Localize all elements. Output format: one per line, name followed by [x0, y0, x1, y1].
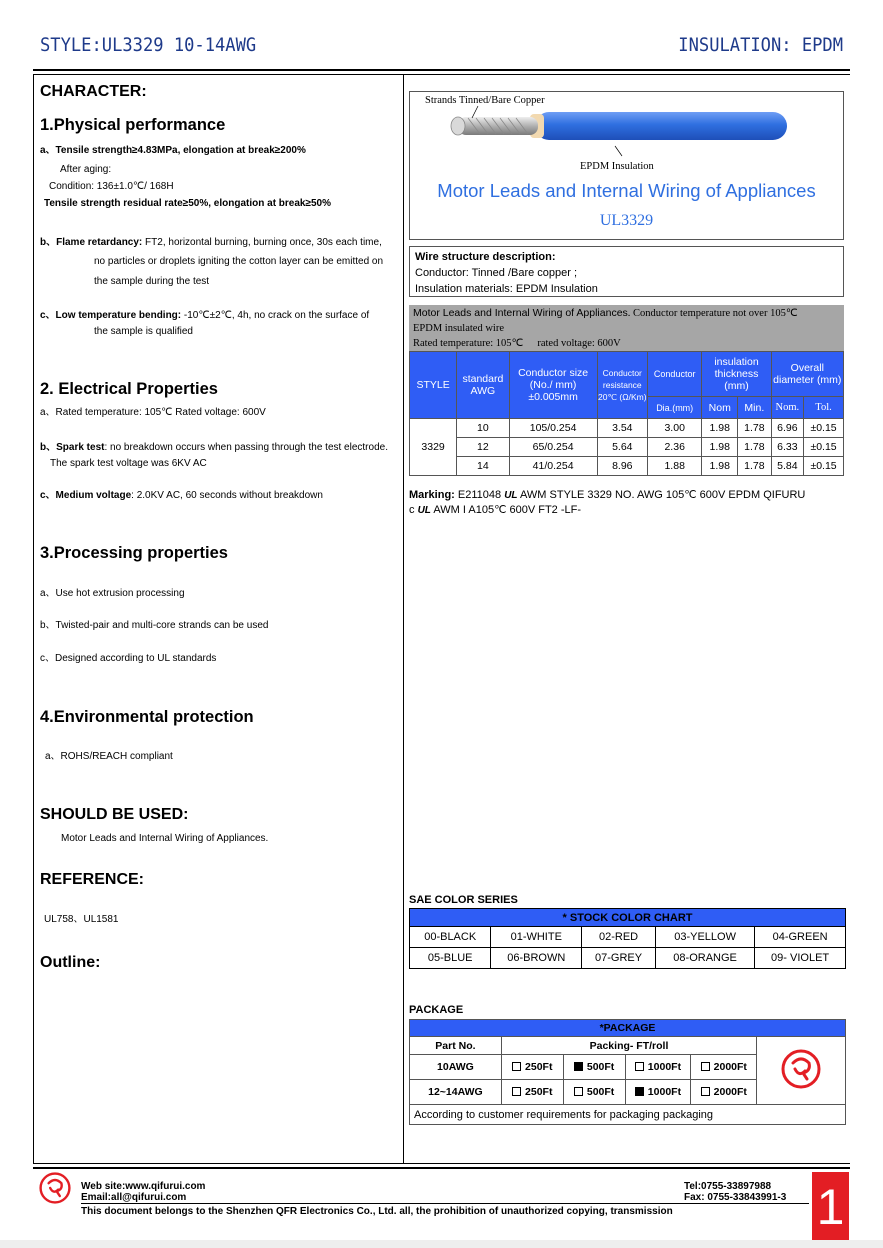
col-conductor: Conductor [647, 352, 702, 397]
checkbox-empty-icon [512, 1062, 521, 1071]
col-part-no: Part No. [410, 1037, 502, 1055]
col-nom: Nom [702, 397, 738, 419]
pack-option [691, 1055, 757, 1080]
ul-mark-icon: UL [504, 490, 518, 501]
spec-rated-temp: Rated temperature: 105℃ [413, 338, 524, 349]
color-cell: 03-YELLOW [655, 927, 754, 948]
pack-option [501, 1055, 563, 1080]
table-cell: 1.78 [738, 457, 772, 476]
style-title: STYLE:UL3329 10-14AWG [40, 34, 257, 56]
color-cell: 08-ORANGE [655, 948, 754, 969]
checkbox-empty-icon [512, 1087, 521, 1096]
footer-tel: Tel:0755-33897988 [684, 1181, 772, 1192]
package-note: According to customer requirements for packaging packaging [410, 1105, 846, 1125]
physical-residual: Tensile strength residual rate≥50%, elongation at break≥50% [44, 198, 331, 209]
spec-line-3 [413, 336, 840, 351]
footer-website[interactable]: Web site:www.qifurui.com [81, 1181, 206, 1192]
wire-structure-conductor: Conductor: Tinned /Bare copper ; [415, 267, 578, 279]
table-cell: 1.98 [702, 419, 738, 438]
col-thickness: insulation thickness (mm) [702, 352, 771, 397]
should-be-used-text: Motor Leads and Internal Wiring of Appliances. [61, 833, 269, 844]
color-cell: 00-BLACK [410, 927, 491, 948]
spark-label: b、Spark test [40, 442, 105, 453]
should-be-used-heading: SHOULD BE USED: [40, 806, 189, 823]
table-cell: 1.78 [738, 438, 772, 457]
processing-c: c、Designed according to UL standards [40, 653, 217, 664]
physical-after-aging: After aging: [60, 164, 112, 175]
column-divider [403, 75, 404, 1163]
checkbox-empty-icon [701, 1087, 710, 1096]
character-heading: CHARACTER: [40, 83, 147, 100]
processing-b: b、Twisted-pair and multi-core strands can be used [40, 620, 269, 631]
spec-rated-voltage: rated voltage: 600V [537, 338, 621, 349]
col-tol: Tol. [804, 397, 844, 419]
table-cell: 3.54 [597, 419, 647, 438]
wire-structure-insulation: Insulation materials: EPDM Insulation [415, 283, 598, 295]
ul-mark-icon: UL [417, 505, 431, 516]
table-cell: 1.88 [647, 457, 702, 476]
pack-label: 250Ft [525, 1086, 553, 1098]
pack-option [563, 1055, 625, 1080]
medium-label: c、Medium voltage [40, 490, 132, 501]
table-cell: 65/0.254 [509, 438, 597, 457]
table-cell: 5.84 [771, 457, 803, 476]
footer-email[interactable]: Email:all@qifurui.com [81, 1192, 187, 1203]
logo-cell [757, 1037, 846, 1105]
header-rule-thick [33, 69, 850, 71]
spec-line-2: EPDM insulated wire [413, 323, 504, 334]
cold-label: c、Low temperature bending: [40, 310, 182, 321]
spec-line-1-app: Motor Leads and Internal Wiring of Appliances [413, 307, 628, 319]
spec-line-1 [413, 306, 840, 321]
package-title: PACKAGE [409, 1004, 464, 1016]
marking-line-1 [409, 488, 859, 503]
table-cell: ±0.15 [804, 457, 844, 476]
environmental-heading: 4.Environmental protection [40, 708, 254, 726]
package-table [409, 1019, 846, 1125]
medium-voltage [40, 486, 400, 506]
color-cell: 05-BLUE [410, 948, 491, 969]
pack-label: 2000Ft [713, 1086, 747, 1098]
checkbox-filled-icon [574, 1062, 583, 1071]
color-cell: 02-RED [582, 927, 656, 948]
col-style: STYLE [410, 352, 457, 419]
page-number: 1 [812, 1172, 849, 1242]
environmental-a: a、ROHS/REACH compliant [45, 751, 173, 762]
footer-rule-thin [33, 1163, 850, 1164]
col-min: Min. [738, 397, 772, 419]
color-cell: 01-WHITE [491, 927, 582, 948]
cold-text: -10℃±2℃, 4h, no crack on the surface of [181, 310, 370, 321]
marking-line-2 [409, 503, 859, 518]
pack-option [691, 1080, 757, 1105]
checkbox-empty-icon [574, 1087, 583, 1096]
footer-fax: Fax: 0755-33843991-3 [684, 1192, 787, 1203]
physical-tensile: a、Tensile strength≥4.83MPa, elongation at break≥200% [40, 145, 306, 156]
spark-line-2: The spark test voltage was 6KV AC [50, 458, 207, 469]
checkbox-empty-icon [701, 1062, 710, 1071]
cold-line-2: the sample is qualified [94, 326, 193, 337]
col-resistance: Conductor resistance 20℃ (Ω/Km) [597, 352, 647, 419]
table-cell: 105/0.254 [509, 419, 597, 438]
flame-label: b、Flame retardancy: [40, 237, 143, 248]
bottom-strip [0, 1240, 883, 1248]
electrical-heading: 2. Electrical Properties [40, 380, 218, 398]
pack-label: 500Ft [586, 1061, 615, 1073]
reference-heading: REFERENCE: [40, 871, 145, 888]
ul-code: UL3329 [599, 212, 654, 229]
cable-end-face [451, 117, 465, 135]
pack-label: 500Ft [586, 1086, 615, 1098]
table-cell: 2.36 [647, 438, 702, 457]
footer-rule-thick [33, 1167, 850, 1169]
spec-header [409, 305, 844, 351]
physical-condition: Condition: 136±1.0℃/ 168H [49, 181, 174, 192]
col-packing: Packing- FT/roll [501, 1037, 756, 1055]
footer-logo-icon [39, 1172, 71, 1204]
flame-line-2: no particles or droplets igniting the cotton layer can be emitted on [94, 256, 384, 267]
physical-heading: 1.Physical performance [40, 116, 226, 134]
table-cell: 1.98 [702, 457, 738, 476]
stock-color-chart-title: * STOCK COLOR CHART [410, 909, 846, 927]
table-cell: 5.64 [597, 438, 647, 457]
table-cell: 1.98 [702, 438, 738, 457]
electrical-rated: a、Rated temperature: 105℃ Rated voltage: 600V [40, 407, 266, 418]
insulation-pointer [615, 146, 622, 156]
cable-drawing [410, 104, 845, 164]
pack-option [625, 1055, 691, 1080]
color-cell: 09- VIOLET [755, 948, 846, 969]
col-onom: Nom. [771, 397, 803, 419]
checkbox-empty-icon [635, 1062, 644, 1071]
spec-table [409, 351, 844, 476]
table-cell: 14 [457, 457, 509, 476]
col-overall: Overall diameter (mm) [771, 352, 843, 397]
sae-title: SAE COLOR SERIES [409, 894, 518, 906]
table-cell: ±0.15 [804, 438, 844, 457]
spec-line-1-temp: . Conductor temperature not over 105℃ [627, 308, 798, 319]
package-chart-title: *PACKAGE [410, 1020, 846, 1037]
strands-label: Strands Tinned/Bare Copper [425, 95, 545, 106]
marking-text-2: AWM I A105℃ 600V FT2 -LF- [430, 504, 582, 516]
package-part: 12~14AWG [410, 1080, 502, 1105]
style-value: 3329 [410, 419, 457, 476]
pack-label: 1000Ft [647, 1086, 682, 1098]
marking-label: Marking: [409, 489, 455, 501]
processing-a: a、Use hot extrusion processing [40, 588, 185, 599]
table-cell: ±0.15 [804, 419, 844, 438]
table-cell: 1.78 [738, 419, 772, 438]
pack-label: 250Ft [525, 1061, 553, 1073]
cable-illustration-box [409, 91, 844, 240]
table-cell: 6.33 [771, 438, 803, 457]
flame-retardancy [40, 233, 400, 253]
qfr-logo-icon [781, 1049, 821, 1089]
wire-structure-box [409, 246, 844, 297]
flame-line-3: the sample during the test [94, 276, 210, 287]
flame-text: FT2, horizontal burning, burning once, 30s each time, [142, 237, 382, 248]
color-cell: 07-GREY [582, 948, 656, 969]
table-cell: 12 [457, 438, 509, 457]
color-cell: 06-BROWN [491, 948, 582, 969]
marking-c: c [409, 504, 415, 516]
table-cell: 10 [457, 419, 509, 438]
col-dia: Dia.(mm) [647, 397, 702, 419]
col-size: Conductor size (No./ mm) ±0.005mm [509, 352, 597, 419]
sae-color-table [409, 908, 846, 969]
table-cell: 3.00 [647, 419, 702, 438]
cable-insulation-shape [535, 112, 787, 140]
footer-notice-rule [81, 1203, 809, 1204]
marking-block [409, 488, 859, 518]
table-cell: 41/0.254 [509, 457, 597, 476]
insulation-label: EPDM Insulation [580, 161, 654, 172]
marking-text-1: E211048 [454, 489, 505, 501]
insulation-title: INSULATION: EPDM [678, 34, 843, 56]
spark-text: : no breakdown occurs when passing through the test electrode. [104, 442, 388, 453]
reference-text: UL758、UL1581 [44, 914, 119, 925]
marking-text-1b: AWM STYLE 3329 NO. AWG 105℃ 600V EPDM QIFURU [517, 489, 806, 501]
footer-notice: This document belongs to the Shenzhen QFR Electronics Co., Ltd. all, the prohibition of unauthorized copying, transmission [81, 1206, 673, 1217]
checkbox-filled-icon [635, 1087, 644, 1096]
color-cell: 04-GREEN [755, 927, 846, 948]
pack-option [563, 1080, 625, 1105]
processing-heading: 3.Processing properties [40, 544, 228, 562]
medium-text: : 2.0KV AC, 60 seconds without breakdown [131, 490, 323, 501]
pack-label: 2000Ft [713, 1061, 747, 1073]
application-title: Motor Leads and Internal Wiring of Appliances [437, 180, 816, 201]
pack-option [625, 1080, 691, 1105]
pack-label: 1000Ft [647, 1061, 682, 1073]
table-cell: 6.96 [771, 419, 803, 438]
package-part: 10AWG [410, 1055, 502, 1080]
col-awg: standard AWG [457, 352, 509, 419]
wire-structure-title: Wire structure description: [415, 251, 556, 263]
table-cell: 8.96 [597, 457, 647, 476]
outline-heading: Outline: [40, 954, 101, 971]
pack-option [501, 1080, 563, 1105]
strands-pointer [472, 106, 478, 118]
